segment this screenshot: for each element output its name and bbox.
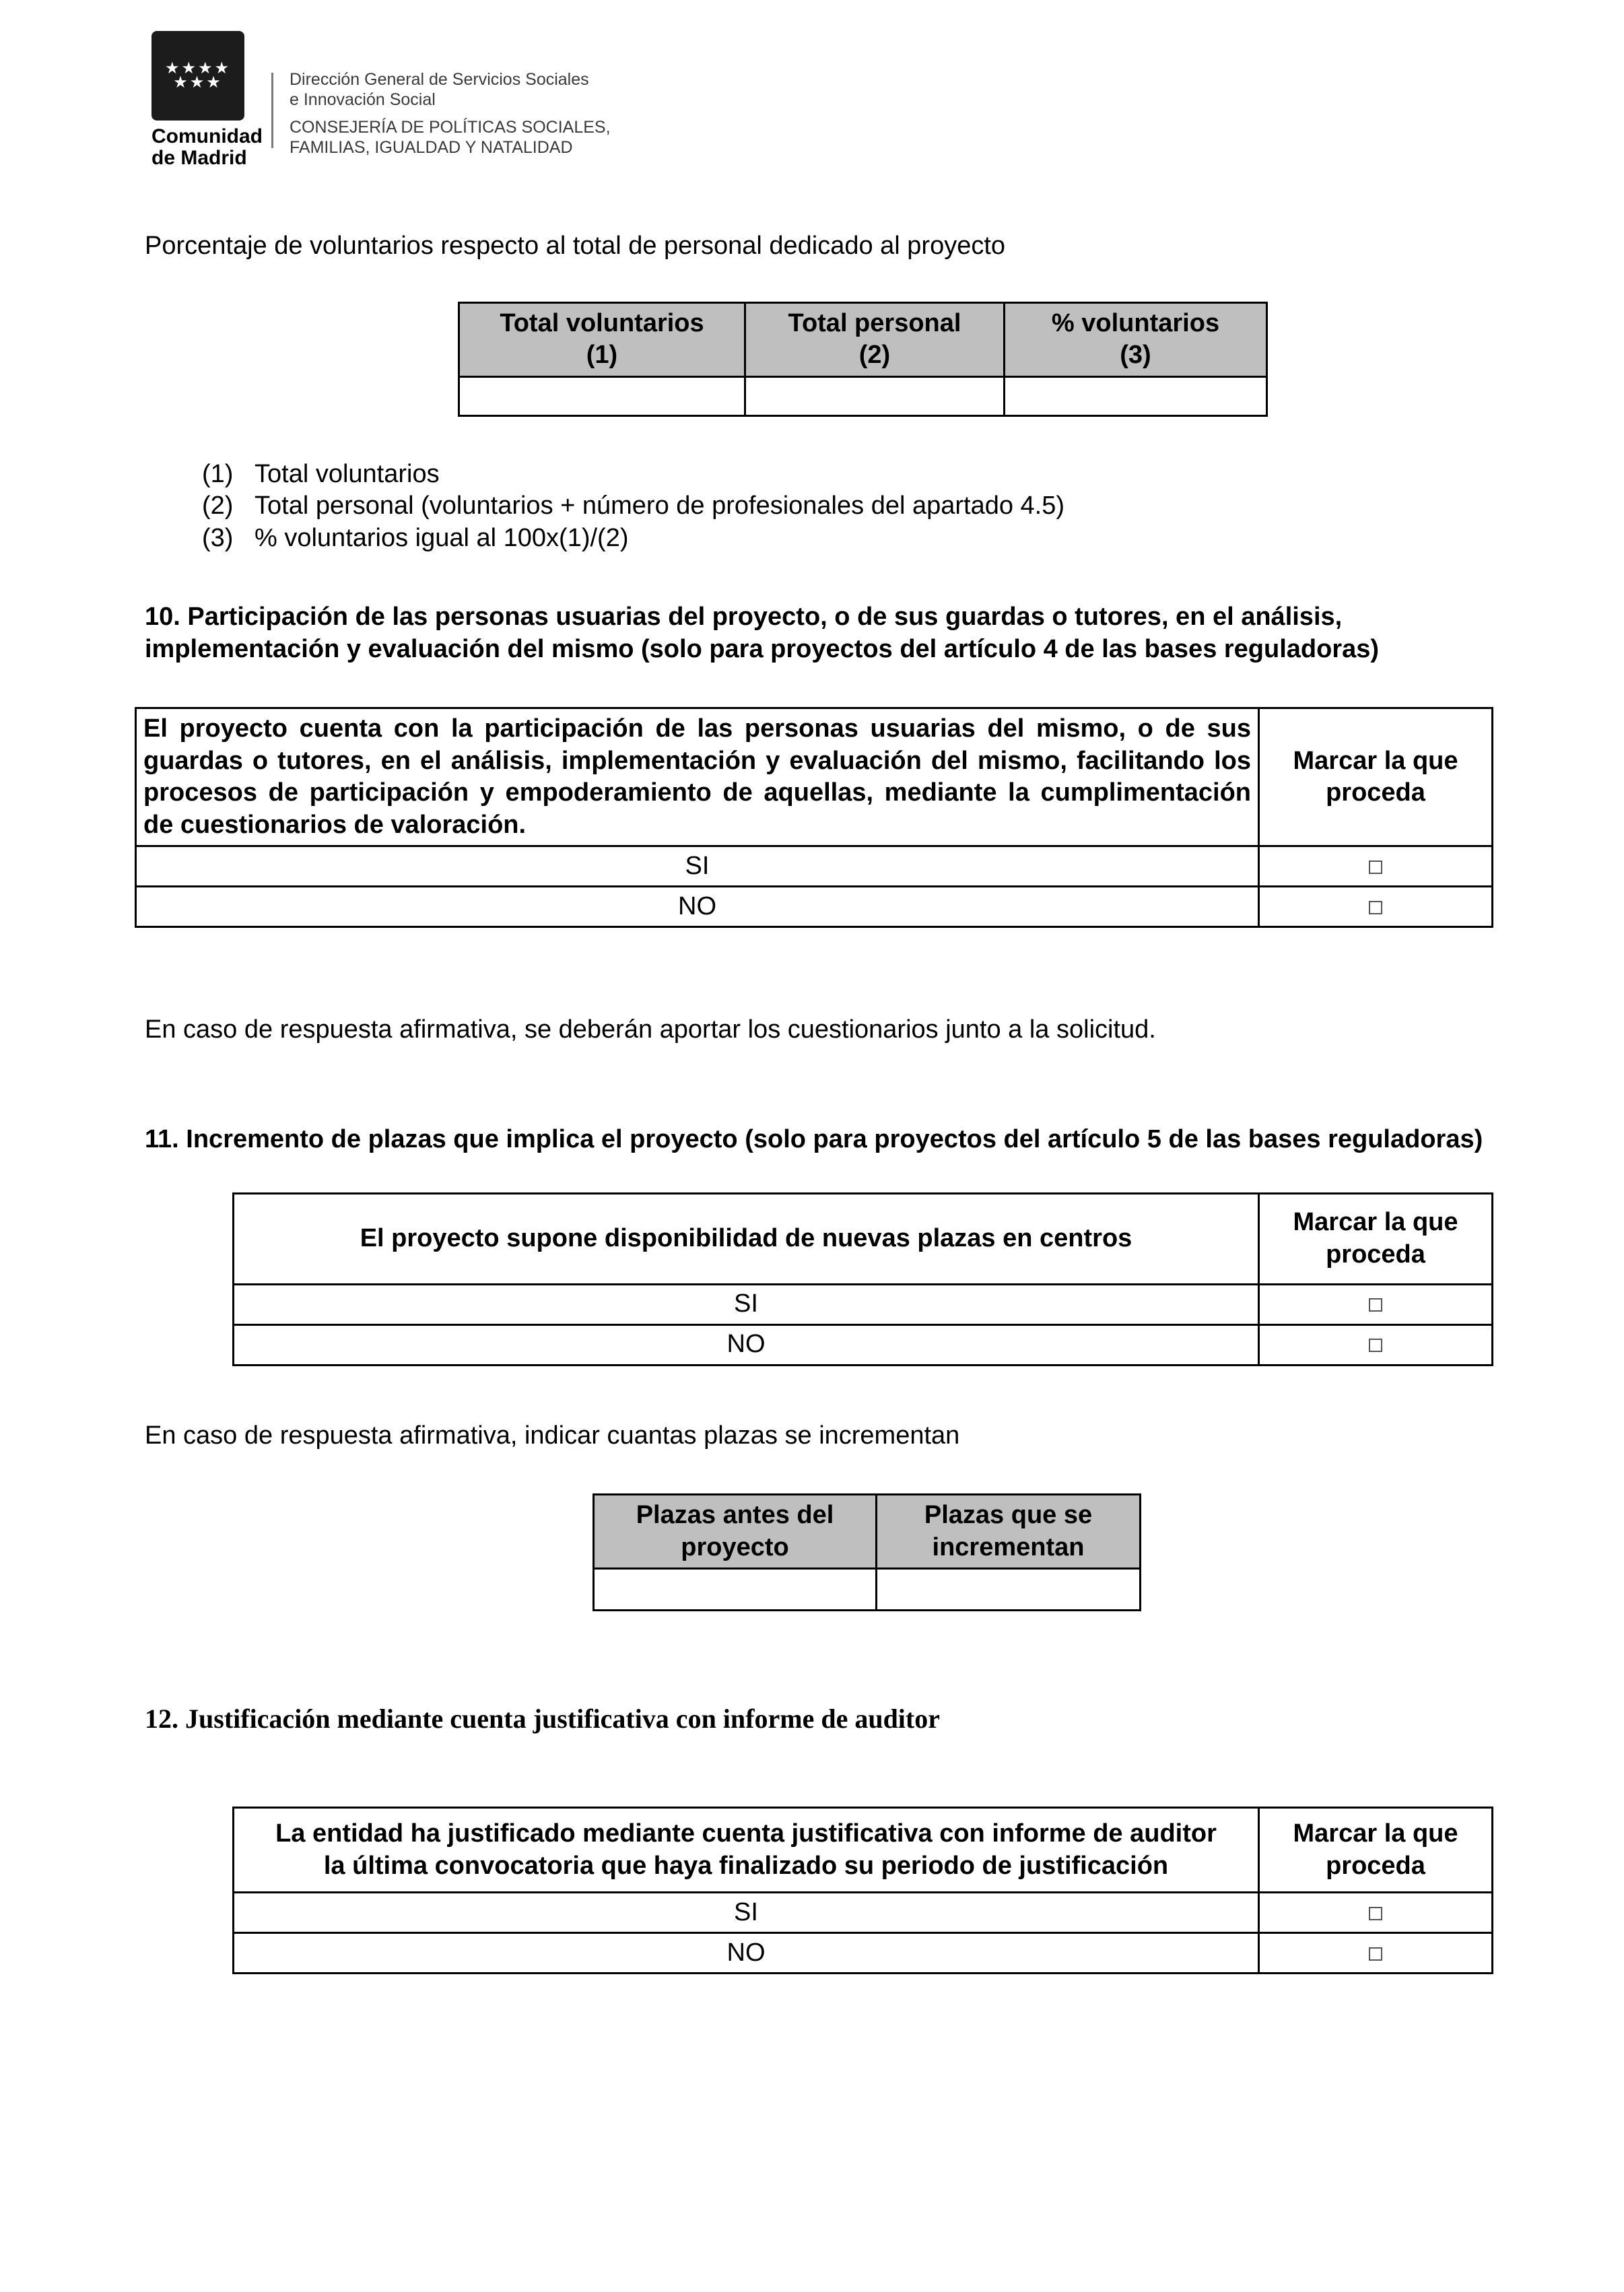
section-11-mark-label: Marcar la que proceda (1259, 1194, 1493, 1285)
section-12-yes-row (234, 1893, 1493, 1933)
section-11-option-no: NO (234, 1324, 1259, 1365)
section-12-statement-row (234, 1808, 1493, 1893)
plazas-table (593, 1493, 1141, 1611)
section-12-no-checkbox-icon[interactable] (1369, 1947, 1382, 1961)
section-11-statement-row (234, 1194, 1493, 1285)
section-12-option-no: NO (234, 1933, 1259, 1974)
plazas-antes-input[interactable] (594, 1569, 877, 1611)
section-12-statement: La entidad ha justificado mediante cuenta justificativa con informe de auditor la última convocatoria que haya finalizado su periodo de justificación (234, 1808, 1259, 1893)
section-10-no-checkbox-cell (1259, 887, 1493, 927)
section-12-option-si: SI (234, 1893, 1259, 1933)
footnote-2 (202, 490, 1624, 523)
department-block (273, 31, 611, 168)
volunteers-table (458, 302, 1268, 417)
section-11-si-checkbox-cell (1259, 1284, 1493, 1324)
section-11-no-checkbox-icon[interactable] (1369, 1339, 1382, 1352)
section-11-no-checkbox-cell (1259, 1324, 1493, 1365)
footnote-2-text: Total personal (voluntarios + número de profesionales del apartado 4.5) (255, 492, 1065, 520)
total-personal-input[interactable] (745, 376, 1005, 415)
section-10-heading: 10. Participación de las personas usuarias del proyecto, o de sus guardas o tutores, en el análisis, implementación y evaluación del mismo (solo para proyectos del artículo 4 de las bases reguladoras) (145, 603, 1380, 663)
col-plazas-incrementan: Plazas que se incrementan (877, 1495, 1141, 1569)
department-line3: CONSEJERÍA DE POLÍTICAS SOCIALES, (290, 118, 611, 137)
section-12-no-checkbox-cell (1259, 1933, 1493, 1974)
col-pct-voluntarios: % voluntarios (3) (1005, 302, 1267, 376)
footnote-1 (202, 459, 1624, 491)
footnote-3-text: % voluntarios igual al 100x(1)/(2) (255, 523, 629, 552)
section-10-si-checkbox-cell (1259, 846, 1493, 887)
intro-paragraph: Porcentaje de voluntarios respecto al total de personal dedicado al proyecto (145, 232, 1006, 260)
section-10-option-no: NO (136, 887, 1259, 927)
department-line1: Dirección General de Servicios Sociales (290, 70, 589, 89)
volunteers-table-value-row (459, 376, 1267, 415)
section-11-option-si: SI (234, 1284, 1259, 1324)
madrid-flag-icon (151, 31, 244, 121)
section-12-no-row (234, 1933, 1493, 1974)
department-line2: e Innovación Social (290, 90, 436, 109)
section-10-statement: El proyecto cuenta con la participación de las personas usuarias del mismo, o de sus guardas o tutores, en el análisis, implementación y evaluación del mismo, facilitando los procesos de participación y empoderamiento de aquellas, mediante la cumplimentación de cuestionarios de valoración. (136, 708, 1259, 846)
section-10-mark-label: Marcar la que proceda (1259, 708, 1493, 846)
section-11-no-row (234, 1324, 1493, 1365)
footnote-3 (202, 523, 1624, 555)
logo-name-line2: de Madrid (151, 146, 247, 169)
pct-voluntarios-input[interactable] (1005, 376, 1267, 415)
section-10-note: En caso de respuesta afirmativa, se deberán aportar los cuestionarios junto a la solicitud. (145, 1015, 1156, 1044)
col-total-voluntarios: Total voluntarios (1) (459, 302, 745, 376)
section-12-table (232, 1807, 1493, 1974)
plazas-table-header-row (594, 1495, 1141, 1569)
volunteers-table-header-row (459, 302, 1267, 376)
madrid-stars-row1-icon: ★★★★ (164, 59, 232, 77)
plazas-table-value-row (594, 1569, 1141, 1611)
page-header (151, 0, 1624, 168)
total-voluntarios-input[interactable] (459, 376, 745, 415)
section-10-no-checkbox-icon[interactable] (1369, 901, 1382, 914)
madrid-stars-row2-icon: ★★★ (173, 73, 223, 92)
section-10-yes-row (136, 846, 1493, 887)
section-11-table (232, 1192, 1493, 1366)
section-11-statement: El proyecto supone disponibilidad de nuevas plazas en centros (234, 1194, 1259, 1285)
section-10-option-si: SI (136, 846, 1259, 887)
section-12-si-checkbox-icon[interactable] (1369, 1907, 1382, 1920)
section-10-no-row (136, 887, 1493, 927)
logo-name-line1: Comunidad (151, 125, 263, 147)
footnotes (202, 459, 1624, 555)
section-10-statement-row (136, 708, 1493, 846)
comunidad-madrid-logo (151, 31, 271, 168)
section-10-si-checkbox-icon[interactable] (1369, 861, 1382, 874)
section-11-note: En caso de respuesta afirmativa, indicar cuantas plazas se incrementan (145, 1421, 960, 1450)
col-total-personal: Total personal (2) (745, 302, 1005, 376)
plazas-incrementan-input[interactable] (877, 1569, 1141, 1611)
footnote-1-num: (1) (202, 459, 234, 488)
section-12-heading: 12. Justificación mediante cuenta justificativa con informe de auditor (145, 1704, 940, 1734)
section-11-yes-row (234, 1284, 1493, 1324)
footnote-1-text: Total voluntarios (255, 459, 440, 488)
col-plazas-antes: Plazas antes del proyecto (594, 1495, 877, 1569)
footnote-3-num: (3) (202, 523, 234, 552)
section-12-mark-label: Marcar la que proceda (1259, 1808, 1493, 1893)
footnote-2-num: (2) (202, 492, 234, 520)
department-line4: FAMILIAS, IGUALDAD Y NATALIDAD (290, 137, 573, 157)
section-11-si-checkbox-icon[interactable] (1369, 1298, 1382, 1312)
section-11-heading: 11. Incremento de plazas que implica el proyecto (solo para proyectos del artículo 5 de las bases reguladoras) (145, 1124, 1483, 1153)
section-10-table (135, 707, 1493, 928)
section-12-si-checkbox-cell (1259, 1893, 1493, 1933)
